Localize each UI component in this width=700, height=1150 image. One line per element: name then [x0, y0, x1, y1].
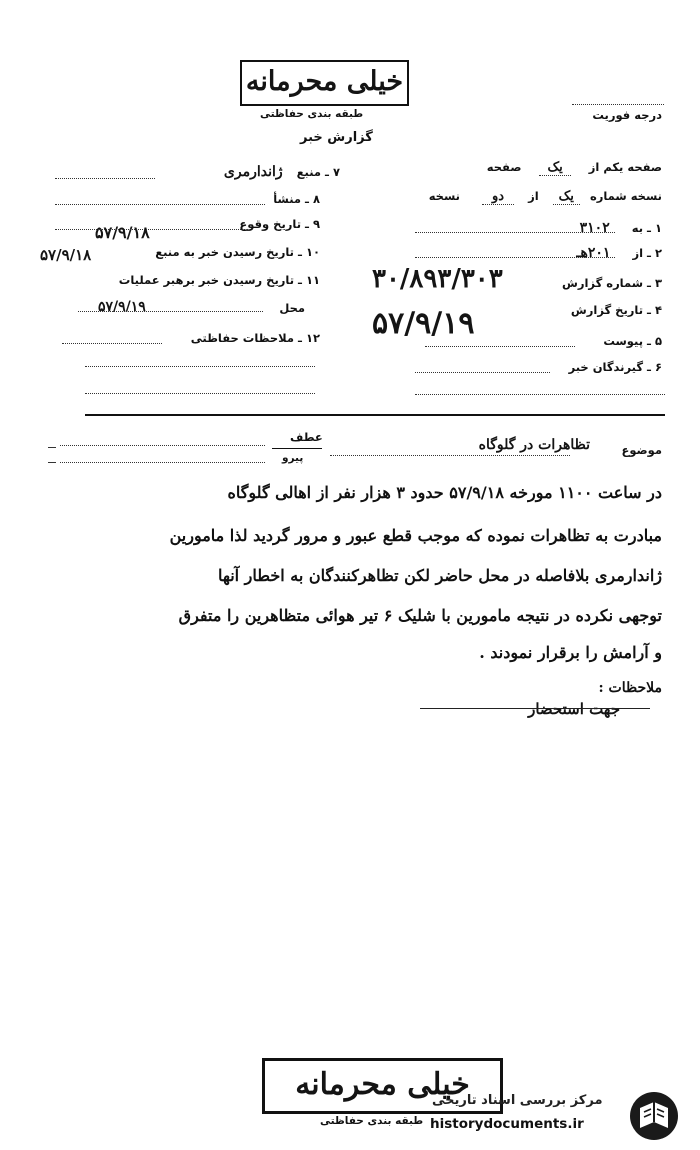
copy-of-label: از — [528, 189, 539, 203]
copy-total-value: دو — [482, 189, 514, 205]
field-4-report-date-value: ۵۷/۹/۱۹ — [372, 306, 475, 341]
body-line-5: و آرامش را برقرار نمودند . — [479, 643, 662, 662]
field-12-line — [62, 343, 162, 344]
field-7-line — [55, 178, 155, 179]
reference-label: عطف — [290, 430, 323, 444]
field-11-location-label: محل — [279, 301, 305, 315]
top-classification-label: طبقه بندی حفاظتی — [260, 108, 364, 120]
margin-dash-2 — [48, 462, 56, 463]
page-count-row — [487, 160, 662, 175]
field-1-label: ۱ ـ به — [631, 221, 662, 235]
copy-number-value: یک — [553, 189, 580, 205]
watermark-logo-icon — [628, 1090, 680, 1142]
remarks-label: ملاحظات : — [598, 680, 662, 696]
body-line-4: توجهی نکرده در نتیجه مامورین با شلیک ۶ تیر هوائی متظاهرین را متفرق — [178, 606, 662, 625]
remarks-line — [420, 708, 650, 709]
follow-up-line — [60, 462, 265, 463]
priority-line — [572, 104, 664, 105]
bottom-classification-label: طبقه بندی حفاظتی — [320, 1115, 424, 1127]
subject-line — [330, 455, 570, 456]
field-2-value: ۲۰۱هـ — [576, 245, 611, 261]
copy-unit: نسخه — [428, 189, 460, 203]
field-6-recipients-label: ۶ ـ گیرندگان خبر — [568, 360, 662, 374]
field-5-attachment-label: ۵ ـ پیوست — [603, 334, 662, 348]
field-11-value: ۵۷/۹/۱۹ — [98, 299, 146, 315]
field-7-label: ۷ ـ منبع — [296, 165, 340, 179]
field-10-source-date-label: ۱۰ ـ تاریخ رسیدن خبر به منبع — [155, 245, 320, 259]
top-stamp-text: خیلی محرمانه — [245, 66, 404, 97]
subject-value: تظاهرات در گلوگاه — [478, 437, 590, 453]
priority-label: درجه فوریت — [592, 108, 662, 122]
field-12-line-2 — [85, 366, 315, 367]
watermark-url: historydocuments.ir — [430, 1116, 584, 1132]
field-1-value: ۳۱۰۲ — [579, 220, 610, 236]
field-2-line — [415, 257, 615, 258]
body-line-3: ژاندارمری بلافاصله در محل حاضر لکن تظاهرکنندگان به اخطار آنها — [217, 566, 662, 585]
field-2-from — [402, 245, 662, 261]
reference-line — [60, 445, 265, 446]
watermark-title: مرکز بررسی اسناد تاریخی — [432, 1093, 603, 1108]
field-1-line — [415, 232, 615, 233]
subject-label: موضوع — [621, 443, 662, 457]
field-5-line — [425, 346, 575, 347]
page-count-label: صفحه یکم از — [588, 160, 662, 174]
field-10-value: ۵۷/۹/۱۸ — [40, 246, 92, 264]
field-12-line-3 — [85, 393, 315, 394]
page-count-unit: صفحه — [486, 160, 522, 174]
bottom-stamp-text: خیلی محرمانه — [295, 1067, 470, 1102]
field-6-line-2 — [415, 394, 665, 395]
top-stamp — [240, 60, 409, 106]
field-2-label: ۲ ـ از — [632, 246, 662, 260]
follow-up-label: پیرو — [282, 452, 304, 464]
copy-number-label: نسخه شماره — [589, 189, 662, 203]
body-line-2: مبادرت به تظاهرات نموده که موجب قطع عبور و مرور گردید لذا مامورین — [169, 526, 662, 545]
field-1-to — [402, 220, 662, 236]
field-8-origin-label: ۸ ـ منشأ — [273, 192, 320, 206]
field-3-report-number-value: ۳۰/۸۹۳/۳۰۳ — [372, 264, 503, 294]
margin-dash-1 — [48, 447, 56, 448]
page-count-value: یک — [539, 160, 570, 176]
copy-number-row — [429, 189, 662, 204]
section-divider — [85, 414, 665, 416]
field-11-line — [78, 311, 263, 312]
field-9-label: ۹ ـ تاریخ وقوع — [239, 217, 320, 231]
report-title: گزارش خبر — [300, 130, 373, 145]
field-8-line — [55, 204, 265, 205]
field-6-line — [415, 372, 550, 373]
field-9-value: ۵۷/۹/۱۸ — [95, 223, 150, 242]
field-3-report-number-label: ۳ ـ شماره گزارش — [562, 276, 662, 290]
reference-divider — [272, 448, 322, 449]
body-line-1: در ساعت ۱۱۰۰ مورخه ۵۷/۹/۱۸ حدود ۳ هزار نفر از اهالی گلوگاه — [227, 483, 662, 502]
field-9-line — [55, 229, 245, 230]
field-7-source — [224, 164, 340, 180]
field-9-occurrence-date — [239, 217, 320, 231]
field-7-value: ژاندارمری — [223, 164, 283, 180]
field-11-ops-date-label: ۱۱ ـ تاریخ رسیدن خبر برهبر عملیات — [118, 273, 320, 287]
remarks-value: جهت استحضار — [528, 700, 620, 718]
field-4-report-date-label: ۴ ـ تاریخ گزارش — [570, 303, 662, 317]
field-12-remarks-label: ۱۲ ـ ملاحظات حفاظتی — [190, 331, 320, 345]
